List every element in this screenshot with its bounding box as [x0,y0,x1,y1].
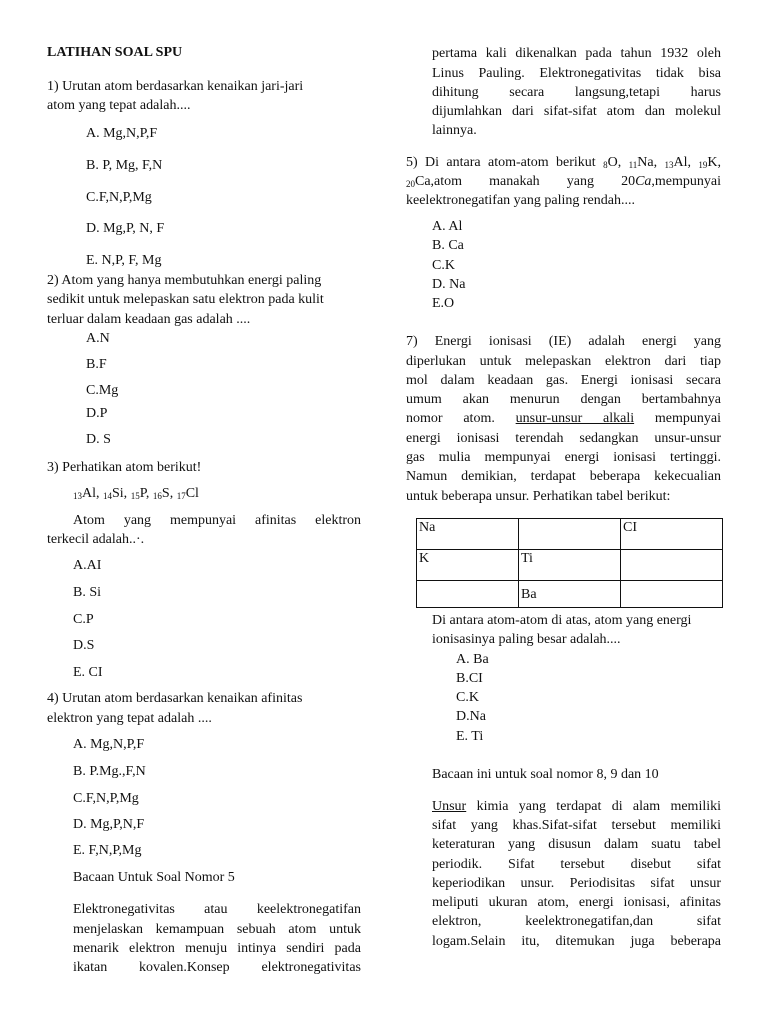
q5-atom-k: $_{19}$K, [698,155,722,170]
q7-option-e: E. Ti [456,729,484,744]
reading-8-line-4: periodik. Sifat tersebut disebut sifat [432,857,721,872]
reading-5-line-1: Elektronegativitas atau keelektronegatifan [73,902,361,917]
q4-text-line-1: 4) Urutan atom berdasarkan kenaikan afinitas [47,691,303,706]
q3-atom-si: $_{14}$Si, [103,486,128,501]
q7-option-b: B.CI [456,671,483,686]
q5-option-e: E.O [432,296,455,311]
q1-option-e: E. N,P, F, Mg [86,253,162,268]
q5-option-c: C.K [432,258,455,273]
q7-line-4: umum akan menurun dengan bertambahnya [406,392,721,407]
table-cell: Ti [519,550,621,581]
q3-atom-cl: $_{17}$Cl [176,486,199,501]
table-cell [417,581,519,608]
q7-line-3: mol dalam keadaan gas. Energi ionisasi secara [406,373,721,388]
q3-text: 3) Perhatikan atom berikut! [47,460,202,475]
q7-line-8: Namun demikian, terdapat beberapa kekecualian [406,469,721,484]
reading-5-cont-line-1: pertama kali dikenalkan pada tahun 1932 oleh [432,46,721,61]
q3-atom-p: $_{15}$P, [130,486,150,501]
reading-5-heading: Bacaan Untuk Soal Nomor 5 [73,870,235,885]
q1-text-line-2: atom yang tepat adalah.... [47,98,191,113]
table-cell [621,581,723,608]
q7-line-7: gas mulia mempunyai energi ionisasi tertinggi. [406,450,721,465]
table-row [417,581,723,608]
q7-underlined-term: unsur-unsur alkali [515,411,635,426]
q2-option-b: B.F [86,357,107,372]
reading-8-line-1: Unsur kimia yang terdapat di alam memiliki [432,799,722,814]
reading-8-line-6: meliputi ukuran atom, energi ionisasi, afinitas [432,895,721,910]
q1-option-b: B. P, Mg, F,N [86,158,163,173]
q5-atom-na: $_{11}$Na, [628,155,658,170]
table-row [417,519,723,550]
reading-5-cont-line-2: Linus Pauling. Elektronegativitas tidak bisa [432,66,721,81]
table-cell: Ba [519,581,621,608]
q3-question-line-1: Atom yang mempunyai afinitas elektron [73,513,361,528]
q2-text-line-1: 2) Atom yang hanya membutuhkan energi paling [47,273,322,288]
q4-text-line-2: elektron yang tepat adalah .... [47,711,212,726]
q1-option-d: D. Mg,P, N, F [86,221,165,236]
q2-text-line-2: sedikit untuk melepaskan satu elektron pada kulit [47,292,324,307]
reading-8-heading: Bacaan ini untuk soal nomor 8, 9 dan 10 [432,767,659,782]
q5-atom-ca: $_{20}$Ca,atom [406,174,463,189]
q5-formula-ca: 20Ca,mempunyai [621,174,722,189]
q5-atom-al: $_{13}$Al, [664,155,691,170]
table-cell [519,519,621,550]
q2-option-a: A.N [86,331,110,346]
q2-text-line-3: terluar dalam keadaan gas adalah .... [47,312,251,327]
q7-option-c: C.K [456,690,479,705]
reading-8-line-7: elektron, keelektronegatifan,dan sifat [432,914,721,929]
q7-line-2: diperlukan untuk melepaskan elektron dari tiap [406,354,721,369]
reading-5-cont-line-4: dijumlahkan dari sifat-sifat atom dan molekul [432,104,721,119]
q1-text-line-1: 1) Urutan atom berdasarkan kenaikan jari-jari [47,79,304,94]
table-cell: CI [621,519,723,550]
table-cell: Na [417,519,519,550]
q3-option-d: D.S [73,638,95,653]
reading-5-cont-line-3: dihitung secara langsung,tetapi harus [432,85,721,100]
q3-option-c: C.P [73,612,94,627]
table-cell [621,550,723,581]
q5-option-b: B. Ca [432,238,464,253]
q5-option-d: D. Na [432,277,466,292]
q5-text-line-1: 5) Di antara atom-atom berikut $_8$O, $_{11}$Na, $_{13}$Al, $_{19}$K, [406,155,722,170]
table-cell: K [417,550,519,581]
q4-option-c: C.F,N,P,Mg [73,791,139,806]
q2-option-c: C.Mg [86,383,119,398]
q3-atom-list [73,484,199,504]
q1-option-c: C.F,N,P,Mg [86,190,152,205]
q2-option-e: D. S [86,432,111,447]
q5-option-a: A. Al [432,219,463,234]
q3-option-e: E. CI [73,665,103,680]
q7-line-5: nomor atom. unsur-unsur alkali mempunyai [406,411,722,426]
reading-5-cont-line-5: lainnya. [432,123,477,138]
worksheet-title: LATIHAN SOAL SPU [47,45,183,60]
q7-question-line-2: ionisasinya paling besar adalah.... [432,632,621,647]
table-row [417,550,723,581]
reading-8-line-3: keteraturan yang disusun dalam suatu tabel [432,837,721,852]
q3-option-a: A.AI [73,558,102,573]
q3-option-b: B. Si [73,585,102,600]
q4-option-a: A. Mg,N,P,F [73,737,145,752]
q7-line-9: untuk beberapa unsur. Perhatikan tabel berikut: [406,489,671,504]
q3-question-line-2: terkecil adalah..·. [47,532,145,547]
reading-8-line-8: logam.Selain itu, ditemukan juga beberapa [432,934,721,949]
q3-atom-al: $_{13}$Al, [73,486,100,501]
reading-5-line-2: menjelaskan kemampuan sebuah atom untuk [73,922,361,937]
q3-atom-s: $_{16}$S, [152,486,174,501]
reading-5-line-4: ikatan kovalen.Konsep elektronegativitas [73,960,361,975]
q7-line-6: energi ionisasi terendah sedangkan unsur-unsur [406,431,721,446]
q4-option-d: D. Mg,P,N,F [73,817,145,832]
q4-option-b: B. P.Mg.,F,N [73,764,146,779]
q2-option-d: D.P [86,406,108,421]
q5-atom-o: $_8$O, [603,155,622,170]
q5-text-line-2: $_{20}$Ca,atom manakah yang 20Ca,mempunyai [406,174,722,189]
q7-question-line-1: Di antara atom-atom di atas, atom yang energi [432,613,692,628]
q5-text-line-3: keelektronegatifan yang paling rendah.... [406,193,635,208]
reading-5-line-3: menarik elektron menuju intinya sendiri pada [73,941,361,956]
q4-option-e: E. F,N,P,Mg [73,843,142,858]
reading-8-line-5: keperiodikan unsur. Periodisitas sifat unsur [432,876,721,891]
reading-8-line-2: sifat yang khas.Sifat-sifat tersebut memiliki [432,818,721,833]
reading-8-underlined-term: Unsur [432,799,467,814]
q7-option-a: A. Ba [456,652,489,667]
q1-option-a: A. Mg,N,P,F [86,126,158,141]
q7-option-d: D.Na [456,709,486,724]
element-table [416,518,723,608]
q7-line-1: 7) Energi ionisasi (IE) adalah energi yang [406,334,721,349]
